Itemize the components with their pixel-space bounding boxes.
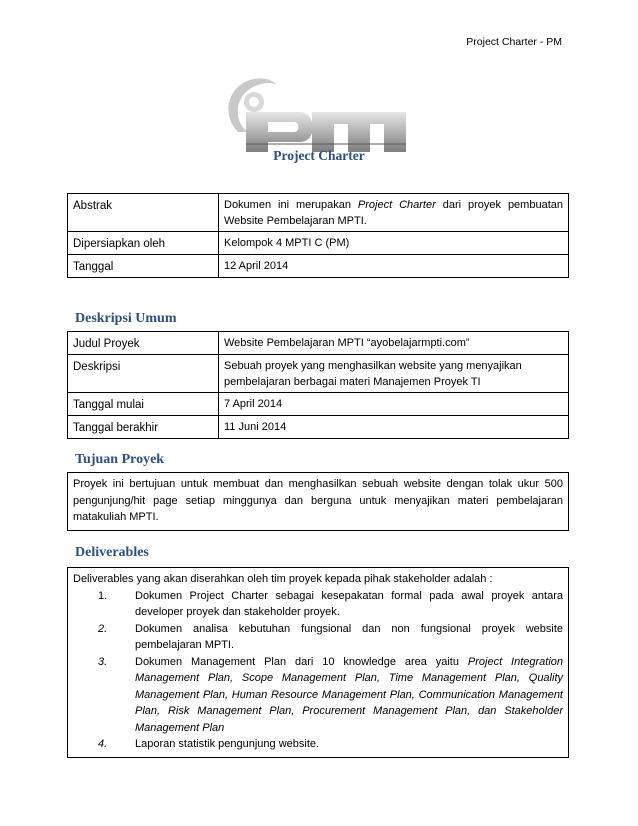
section-heading-deskripsi: Deskripsi Umum <box>75 311 177 326</box>
table-row <box>68 332 569 355</box>
running-header: Project Charter - PM <box>466 36 562 48</box>
section-heading-deliverables: Deliverables <box>75 545 149 560</box>
text-run: Dokumen Management Plan dari 10 knowledge area yaitu <box>135 655 468 668</box>
list-text <box>135 621 563 654</box>
table-row <box>68 416 569 439</box>
list-number: 2. <box>98 622 108 635</box>
row-label: Tanggal berakhir <box>68 416 219 439</box>
pm-logo <box>220 72 412 156</box>
tujuan-text: Proyek ini bertujuan untuk membuat dan menghasilkan sebuah website dengan tolak ukur 500 pengunjung/hit page setiap minggunya dan berguna untuk menyajikan materi pembelajaran matakuliah MPTI. <box>67 472 569 531</box>
italic-text: Project Integration Management Plan, Scope Management Plan, Time Management Plan, Quality Management Plan, Human Resource Management Plan, Communication Management Plan, Risk Management Plan, Procurement Management Plan, dan Stakeholder Management Plan <box>135 655 564 734</box>
summary-table <box>67 193 569 278</box>
list-item <box>73 621 563 654</box>
deskripsi-table <box>67 331 569 439</box>
list-number: 3. <box>98 655 108 668</box>
list-text <box>135 736 563 753</box>
abstrak-value <box>219 194 569 232</box>
row-value: 7 April 2014 <box>219 393 569 416</box>
row-label: Tanggal mulai <box>68 393 219 416</box>
row-label: Deskripsi <box>68 355 219 393</box>
table-row <box>68 355 569 393</box>
list-text <box>135 654 563 737</box>
row-value: 11 Juni 2014 <box>219 416 569 439</box>
list-item <box>73 654 563 737</box>
list-text <box>135 588 563 621</box>
row-value: Website Pembelajaran MPTI “ayobelajarmpti.com” <box>219 332 569 355</box>
section-heading-tujuan: Tujuan Proyek <box>75 452 165 467</box>
text-run: Dokumen analisa kebutuhan fungsional dan non fungsional proyek website pembelajaran MPTI. <box>135 622 563 651</box>
table-row <box>68 232 569 255</box>
table-row <box>68 255 569 278</box>
row-label: Abstrak <box>68 194 219 232</box>
row-label: Tanggal <box>68 255 219 278</box>
row-value: Kelompok 4 MPTI C (PM) <box>219 232 569 255</box>
deliverables-intro: Deliverables yang akan diserahkan oleh tim proyek kepada pihak stakeholder adalah : <box>73 573 493 585</box>
row-value: 12 April 2014 <box>219 255 569 278</box>
row-label: Judul Proyek <box>68 332 219 355</box>
deliverables-list <box>73 588 563 753</box>
row-label: Dipersiapkan oleh <box>68 232 219 255</box>
text-run: Laporan statistik pengunjung website. <box>135 738 320 750</box>
list-item <box>73 588 563 621</box>
table-row <box>68 194 569 232</box>
table-row <box>68 393 569 416</box>
document-title: Project Charter <box>273 148 365 163</box>
list-number: 4. <box>98 738 108 750</box>
row-value: Sebuah proyek yang menghasilkan website yang menyajikan pembelajaran berbagai materi Manajemen Proyek TI <box>219 355 569 393</box>
italic-text: Project Charter <box>357 199 436 211</box>
deliverables-box <box>67 567 569 758</box>
text-run: Dokumen ini merupakan <box>224 199 358 211</box>
text-run: dari proyek pembuatan Website Pembelajaran MPTI. <box>224 199 563 227</box>
text-run: Dokumen Project Charter sebagai kesepakatan formal pada awal proyek antara developer proyek dan stakeholder proyek. <box>135 589 563 618</box>
list-item <box>73 736 563 753</box>
list-number: 1. <box>98 589 108 602</box>
